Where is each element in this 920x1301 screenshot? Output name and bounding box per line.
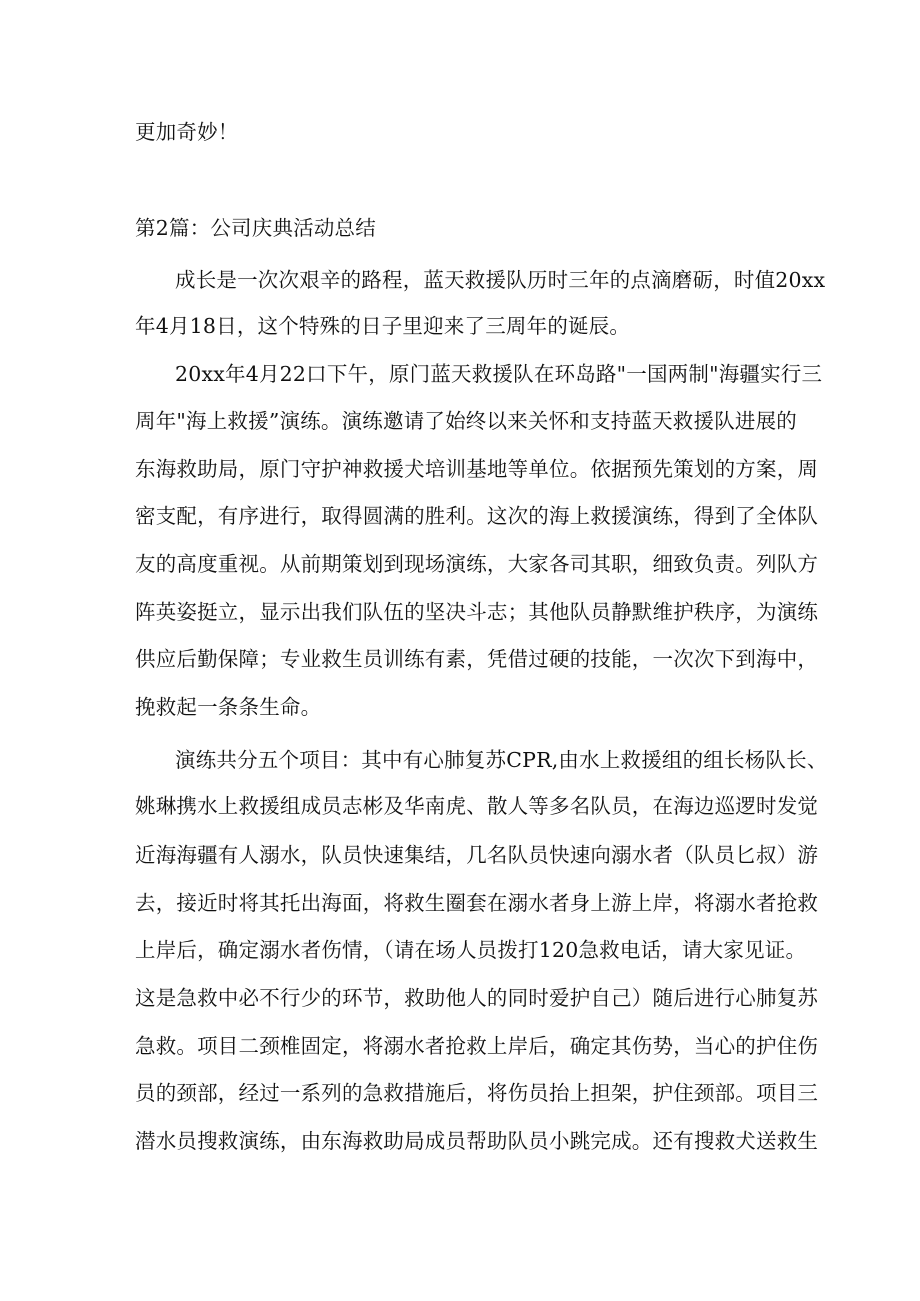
section-heading: 第2篇：公司庆典活动总结 — [135, 216, 376, 240]
paragraph-1-line-2: 年4月18日，这个特殊的日子里迎来了三周年的诞辰。 — [135, 314, 631, 338]
paragraph-2-line-2: 周年"海上救援”演练。演练邀请了始终以来关怀和支持蓝天救援队进展的 — [135, 409, 798, 433]
paragraph-3-line-1: 演练共分五个项目：其中有心肺复苏CPR,由水上救援组的组长杨队长、 — [175, 748, 828, 772]
text-line-closing: 更加奇妙！ — [135, 120, 239, 144]
paragraph-3-line-9: 潜水员搜救演练，由东海救助局成员帮助队员小跳完成。还有搜救犬送救生 — [135, 1129, 819, 1153]
paragraph-2-line-5: 友的高度重视。从前期策划到现场演练，大家各司其职，细致负责。列队方 — [135, 552, 819, 576]
paragraph-3-line-5: 上岸后，确定溺水者伤情，（请在场人员拨打120急救电话，请大家见证。 — [135, 938, 807, 962]
paragraph-3-line-2: 姚琳携水上救援组成员志彬及华南虎、散人等多名队员，在海边巡逻时发觉 — [135, 794, 819, 818]
paragraph-2-line-8: 挽救起一条条生命。 — [135, 695, 322, 719]
paragraph-2-line-4: 密支配，有序进行，取得圆满的胜利。这次的海上救援演练，得到了全体队 — [135, 504, 819, 528]
paragraph-2-line-7: 供应后勤保障；专业救生员训练有素，凭借过硬的技能，一次次下到海中， — [135, 647, 819, 671]
paragraph-2-line-3: 东海救助局，原门守护神救援犬培训基地等单位。依据预先策划的方案，周 — [135, 457, 819, 481]
paragraph-1-line-1: 成长是一次次艰辛的路程，蓝天救援队历时三年的点滴磨砺，时值20xx — [175, 268, 826, 292]
paragraph-3-line-6: 这是急救中必不行少的环节，救助他人的同时爱护自己）随后进行心肺复苏 — [135, 986, 819, 1010]
paragraph-2-line-6: 阵英姿挺立，显示出我们队伍的坚决斗志；其他队员静默维护秩序，为演练 — [135, 600, 819, 624]
paragraph-3-line-3: 近海海疆有人溺水，队员快速集结，几名队员快速向溺水者（队员匕叔）游 — [135, 843, 819, 867]
paragraph-2-line-1: 20xx年4月22口下午，原门蓝天救援队在环岛路"一国两制"海疆实行三 — [175, 362, 823, 386]
paragraph-3-line-8: 员的颈部，经过一系列的急救措施后，将伤员抬上担架，护住颈部。项目三 — [135, 1081, 819, 1105]
paragraph-3-line-4: 去，接近时将其托出海面，将救生圈套在溺水者身上游上岸，将溺水者抢救 — [135, 891, 819, 915]
paragraph-3-line-7: 急救。项目二颈椎固定，将溺水者抢救上岸后，确定其伤势，当心的护住伤 — [135, 1034, 819, 1058]
